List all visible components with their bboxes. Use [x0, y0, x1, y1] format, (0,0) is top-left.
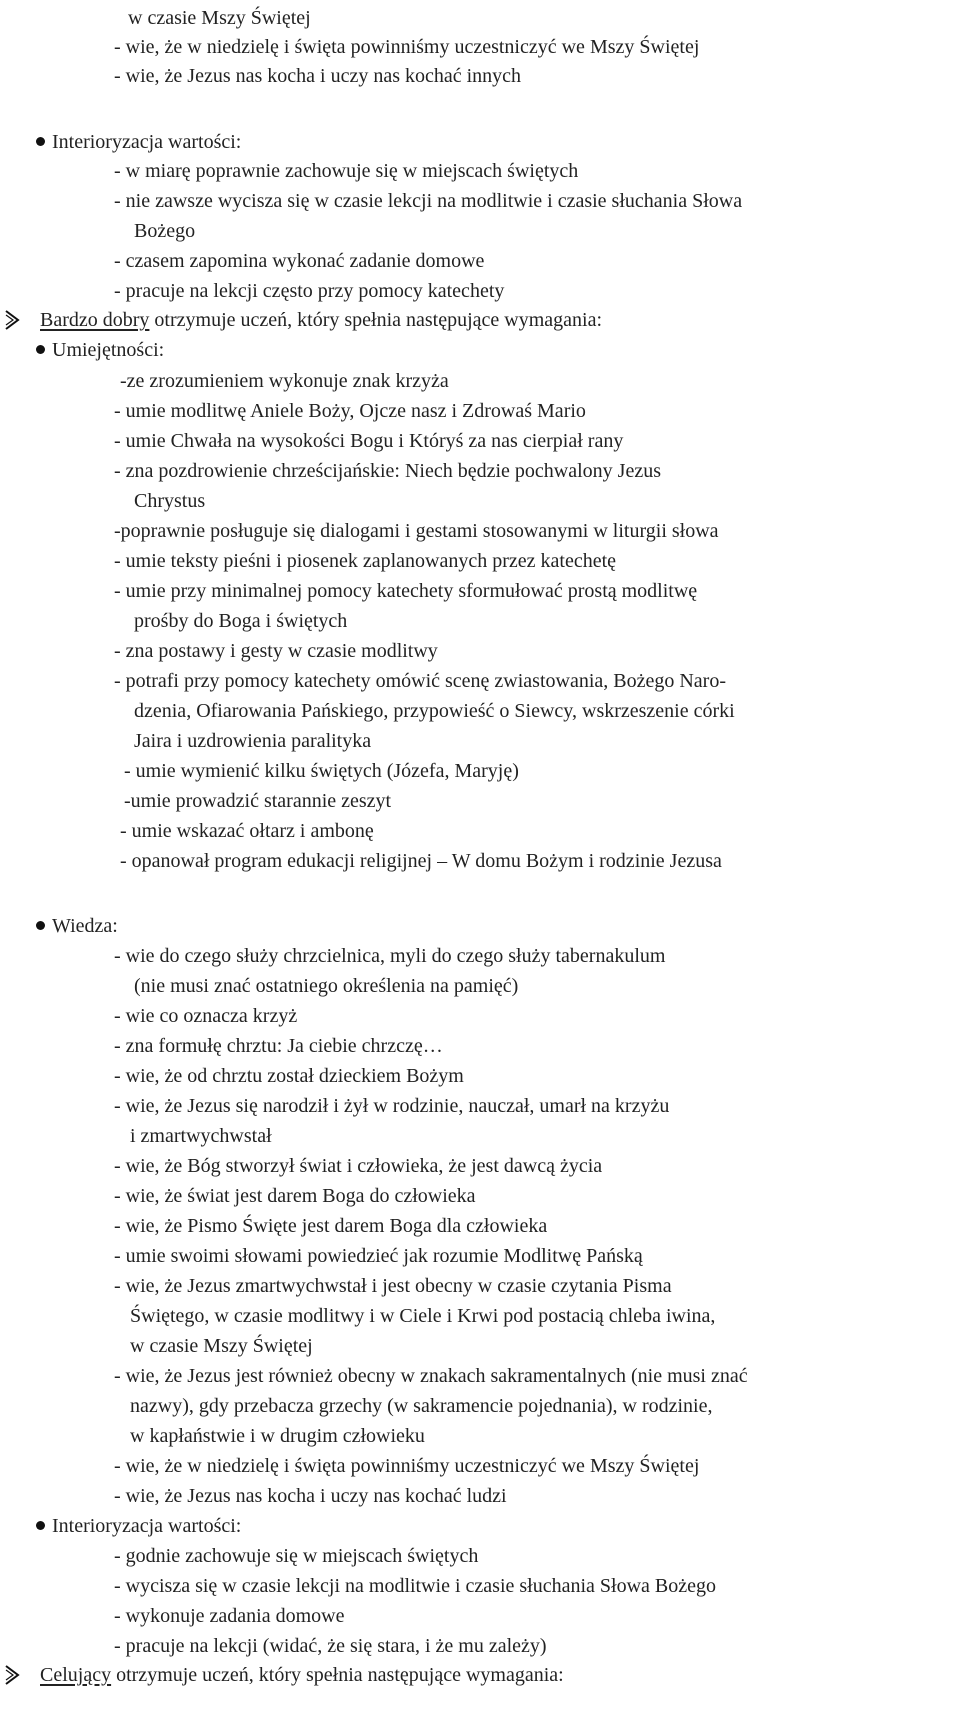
- text-line: - umie modlitwę Aniele Boży, Ojcze nasz i Zdrowaś Mario: [114, 400, 586, 422]
- text-line: prośby do Boga i świętych: [134, 610, 348, 632]
- text-line: -ze zrozumieniem wykonuje znak krzyża: [120, 370, 449, 392]
- text-line: - wie, że od chrztu został dzieckiem Bożym: [114, 1065, 464, 1087]
- text-line: - zna formułę chrztu: Ja ciebie chrzczę…: [114, 1035, 443, 1057]
- section-heading-interior: [36, 129, 241, 155]
- text-line: - umie wskazać ołtarz i ambonę: [120, 820, 374, 842]
- text-line: - pracuje na lekcji często przy pomocy katechety: [114, 280, 505, 302]
- text-line: i zmartwychwstał: [130, 1125, 272, 1147]
- section-heading-interior: [36, 1513, 241, 1539]
- text-line: - wie co oznacza krzyż: [114, 1005, 298, 1027]
- section-heading-skills: [36, 337, 164, 363]
- text-line: -poprawnie posługuje się dialogami i gestami stosowanymi w liturgii słowa: [114, 520, 719, 542]
- heading-label: Wiedza:: [52, 915, 118, 937]
- grade-name: Bardzo dobry: [40, 309, 150, 331]
- text-line: - godnie zachowuje się w miejscach świętych: [114, 1545, 479, 1567]
- text-line: - zna pozdrowienie chrześcijańskie: Niech będzie pochwalony Jezus: [114, 460, 661, 482]
- grade-description: otrzymuje uczeń, który spełnia następujące wymagania:: [149, 309, 603, 331]
- text-line: - wie, że Jezus się narodził i żył w rodzinie, nauczał, umarł na krzyżu: [114, 1095, 670, 1117]
- text-line: w czasie Mszy Świętej: [130, 1335, 313, 1357]
- text-line: - wie, że świat jest darem Boga do człowieka: [114, 1185, 476, 1207]
- text-line: - umie swoimi słowami powiedzieć jak rozumie Modlitwę Pańską: [114, 1245, 643, 1267]
- text-line: nazwy), gdy przebacza grzechy (w sakramencie pojednania), w rodzinie,: [130, 1395, 713, 1417]
- text-line: (nie musi znać ostatniego określenia na pamięć): [134, 975, 519, 997]
- text-line: - zna postawy i gesty w czasie modlitwy: [114, 640, 438, 662]
- text-line: - opanował program edukacji religijnej – W domu Bożym i rodzinie Jezusa: [120, 850, 722, 872]
- text-line: Jaira i uzdrowienia paralityka: [134, 730, 372, 752]
- text-line: - wykonuje zadania domowe: [114, 1605, 345, 1627]
- text-line: - wie, że Jezus nas kocha i uczy nas kochać innych: [114, 65, 522, 87]
- text-line: - pracuje na lekcji (widać, że się stara, i że mu zależy): [114, 1635, 547, 1657]
- text-line: dzenia, Ofiarowania Pańskiego, przypowieść o Siewcy, wskrzeszenie córki: [134, 700, 735, 722]
- text-line: - wie, że w niedzielę i święta powinniśmy uczestniczyć we Mszy Świętej: [114, 1455, 700, 1477]
- text-line: - wie, że Jezus jest również obecny w znakach sakramentalnych (nie musi znać: [114, 1365, 748, 1387]
- text-line: -umie prowadzić starannie zeszyt: [124, 790, 392, 812]
- text-line: - nie zawsze wycisza się w czasie lekcji na modlitwie i czasie słuchania Słowa: [114, 190, 743, 212]
- grade-description: otrzymuje uczeń, który spełnia następujące wymagania:: [111, 1664, 564, 1686]
- grade-name: Celujący: [40, 1664, 112, 1686]
- text-line: - wie, że Pismo Święte jest darem Boga dla człowieka: [114, 1215, 548, 1237]
- heading-label: Umiejętności:: [52, 339, 165, 361]
- text-line: - wie do czego służy chrzcielnica, myli do czego służy tabernakulum: [114, 945, 666, 967]
- bullet-dot-icon: [36, 1521, 45, 1530]
- bullet-dot-icon: [36, 921, 45, 930]
- text-line: Chrystus: [134, 490, 206, 512]
- text-line: - czasem zapomina wykonać zadanie domowe: [114, 250, 485, 272]
- text-line: - umie teksty pieśni i piosenek zaplanowanych przez katechetę: [114, 550, 617, 572]
- text-line: - wie, że Jezus nas kocha i uczy nas kochać ludzi: [114, 1485, 507, 1507]
- text-line: w kapłaństwie i w drugim człowieku: [130, 1425, 425, 1447]
- text-line: Bożego: [134, 220, 196, 242]
- text-line: Świętego, w czasie modlitwy i w Ciele i Krwi pod postacią chleba iwina,: [130, 1305, 716, 1327]
- text-line: - umie przy minimalnej pomocy katechety sformułować prostą modlitwę: [114, 580, 698, 602]
- arrow-bullet-icon: [4, 1664, 20, 1686]
- section-heading-knowledge: [36, 913, 118, 939]
- heading-label: Interioryzacja wartości:: [52, 131, 242, 153]
- text-line: w czasie Mszy Świętej: [128, 7, 311, 29]
- text-line: - wycisza się w czasie lekcji na modlitwie i czasie słuchania Słowa Bożego: [114, 1575, 717, 1597]
- text-line: - wie, że Bóg stworzył świat i człowieka, że jest dawcą życia: [114, 1155, 603, 1177]
- grade-heading-celujacy: [40, 1662, 564, 1688]
- text-line: - potrafi przy pomocy katechety omówić scenę zwiastowania, Bożego Naro-: [114, 670, 726, 692]
- text-line: - wie, że w niedzielę i święta powinniśmy uczestniczyć we Mszy Świętej: [114, 36, 700, 58]
- text-line: - wie, że Jezus zmartwychwstał i jest obecny w czasie czytania Pisma: [114, 1275, 672, 1297]
- heading-label: Interioryzacja wartości:: [52, 1515, 242, 1537]
- text-line: - umie Chwała na wysokości Bogu i Któryś za nas cierpiał rany: [114, 430, 624, 452]
- bullet-dot-icon: [36, 345, 45, 354]
- text-line: - umie wymienić kilku świętych (Józefa, Maryję): [124, 760, 519, 782]
- grade-heading-bardzo-dobry: [40, 307, 602, 333]
- arrow-bullet-icon: [4, 309, 20, 331]
- text-line: - w miarę poprawnie zachowuje się w miejscach świętych: [114, 160, 579, 182]
- bullet-dot-icon: [36, 137, 45, 146]
